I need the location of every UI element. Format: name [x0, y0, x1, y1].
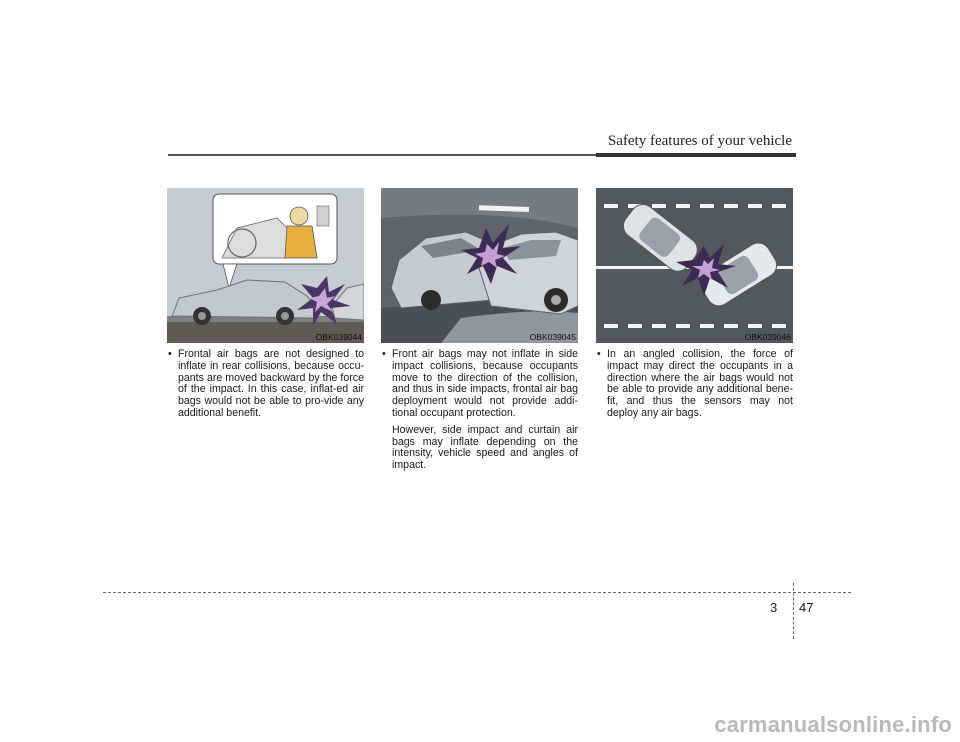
figure-code: OBK039044	[315, 332, 362, 342]
column-rear-collision	[167, 188, 364, 420]
bullet-symbol: •	[168, 348, 172, 360]
column-text	[167, 349, 364, 420]
bullet-paragraph	[596, 349, 793, 420]
figure-angled-collision	[596, 188, 793, 343]
page-header-title: Safety features of your vehicle	[607, 133, 792, 149]
page-number: 47	[799, 600, 814, 615]
rear-collision-illustration	[167, 188, 364, 343]
chapter-number: 3	[770, 600, 778, 615]
bullet-paragraph	[381, 349, 578, 420]
figure-code: OBK039046	[744, 332, 791, 342]
header-rule	[168, 154, 796, 156]
side-impact-illustration	[381, 188, 578, 343]
bullet-text: In an angled collision, the force of impact may direct the occupants in a direction where the air bags would not be able to provide any additional bene-fit, and thus the sensors may not deploy any air bags.	[607, 348, 793, 419]
column-side-impact	[381, 188, 578, 472]
column-angled-collision	[596, 188, 793, 420]
angled-collision-illustration	[596, 188, 793, 343]
header-rule-accent	[596, 153, 796, 157]
followup-paragraph: However, side impact and curtain air bags may inflate depending on the intensity, vehicle speed and angles of impact.	[392, 423, 578, 472]
footer-rule	[103, 592, 851, 593]
bullet-text: Front air bags may not inflate in side impact collisions, because occupants move to the direction of the collision, and thus in side impacts, frontal air bag deployment would not provide addi-tional occupant protection.	[392, 348, 578, 419]
bullet-symbol: •	[382, 348, 386, 360]
column-text	[381, 349, 578, 472]
bullet-paragraph	[167, 349, 364, 420]
bullet-symbol: •	[597, 348, 601, 360]
figure-side-impact	[381, 188, 578, 343]
footer-vertical-rule	[793, 583, 794, 639]
column-text	[596, 349, 793, 420]
bullet-text: Frontal air bags are not designed to inflate in rear collisions, because occu-pants are moved backward by the force of the impact. In this case, inflat-ed air bags would not be able to pro-vide any additional benefit.	[178, 348, 364, 419]
watermark: carmanualsonline.info	[714, 712, 952, 737]
figure-rear-collision	[167, 188, 364, 343]
figure-code: OBK039045	[529, 332, 576, 342]
